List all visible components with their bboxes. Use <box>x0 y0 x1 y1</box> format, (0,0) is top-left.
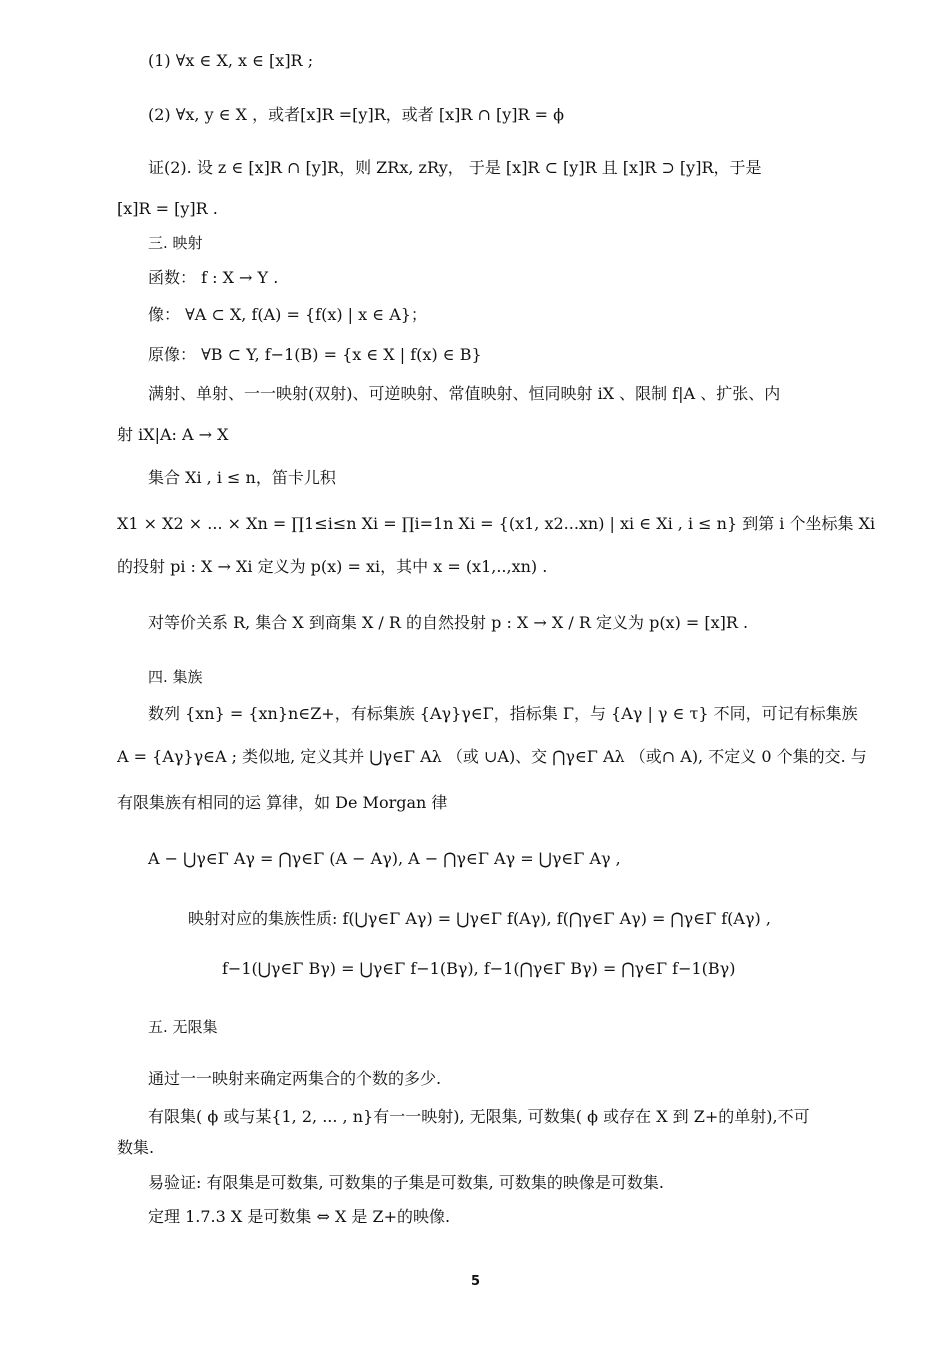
text-line-4: [x]R = [y]R . <box>117 199 218 218</box>
text-line-10: 射 iX|A: A → X <box>117 425 229 444</box>
formula-preimage-union: f−1(⋃γ∈Γ Bγ) = ⋃γ∈Γ f−1(Bγ), f−1(⋂γ∈Γ Bγ) = ⋂γ∈Γ f−1(Bγ) <box>222 959 736 978</box>
text-line-2: (2) ∀x, y ∈ X ，或者[x]R =[y]R，或者 [x]R ∩ [y]R = ϕ <box>148 105 565 124</box>
text-line-16: 数列 {xn} = {xn}n∈Z+，有标集族 {Aγ}γ∈Γ，指标集 Γ，与 {Aγ | γ ∈ τ} 不同，可记有标集族 <box>148 704 858 723</box>
theorem-line: 定理 1.7.3 X 是可数集 ⇔ X 是 Z+的映像. <box>148 1207 451 1226</box>
text-line-3: 证(2). 设 z ∈ [x]R ∩ [y]R，则 ZRx, zRy， 于是 [x]R ⊂ [y]R 且 [x]R ⊃ [y]R，于是 <box>148 158 762 177</box>
text-line-9: 满射、单射、一一映射(双射)、可逆映射、常值映射、恒同映射 iX 、限制 f|A 、扩张、内 <box>148 384 781 403</box>
text-line-14: 对等价关系 R, 集合 X 到商集 X / R 的自然投射 p : X → X / R 定义为 p(x) = [x]R . <box>148 613 749 632</box>
formula-de-morgan: A − ⋃γ∈Γ Aγ = ⋂γ∈Γ (A − Aγ), A − ⋂γ∈Γ Aγ = ⋃γ∈Γ Aγ , <box>148 849 621 868</box>
section-heading-3: 三. 映射 <box>148 234 203 252</box>
text-line-13: 的投射 pi : X → Xi 定义为 p(x) = xi，其中 x = (x1,..,xn) . <box>117 557 548 576</box>
text-line-12: X1 × X2 × ... × Xn = ∏1≤i≤n Xi = ∏i=1n Xi = {(x1, x2...xn) | xi ∈ Xi , i ≤ n} 到第 i 个坐标集 Xi <box>117 514 876 533</box>
text-line-25: 数集. <box>117 1138 155 1157</box>
section-heading-4: 四. 集族 <box>148 668 203 686</box>
text-line-26: 易验证: 有限集是可数集, 可数集的子集是可数集, 可数集的映像是可数集. <box>148 1173 664 1192</box>
text-line-6: 函数： f : X → Y . <box>148 268 279 287</box>
text-line-1: (1) ∀x ∈ X, x ∈ [x]R ; <box>148 51 314 70</box>
section-heading-5: 五. 无限集 <box>148 1018 218 1036</box>
text-line-8: 原像： ∀B ⊂ Y, f−1(B) = {x ∈ X | f(x) ∈ B} <box>148 345 482 364</box>
text-line-17: A = {Aγ}γ∈A ; 类似地, 定义其并 ⋃γ∈Γ Aλ （或 ∪A)、交 ⋂γ∈Γ Aλ （或∩ A), 不定义 0 个集的交. 与 <box>117 747 867 766</box>
formula-image-union: 映射对应的集族性质: f(⋃γ∈Γ Aγ) = ⋃γ∈Γ f(Aγ), f(⋂γ∈Γ Aγ) = ⋂γ∈Γ f(Aγ) , <box>188 909 771 928</box>
text-line-7: 像： ∀A ⊂ X, f(A) = {f(x) | x ∈ A}； <box>148 305 427 324</box>
text-line-24: 有限集( ϕ 或与某{1, 2, ... , n}有一一映射), 无限集, 可数集( ϕ 或存在 X 到 Z+的单射),不可 <box>148 1107 810 1126</box>
text-line-11: 集合 Xi , i ≤ n，笛卡儿积 <box>148 468 336 487</box>
text-line-23: 通过一一映射来确定两集合的个数的多少. <box>148 1069 442 1088</box>
text-line-18: 有限集族有相同的运 算律，如 De Morgan 律 <box>117 793 448 812</box>
page-number: 5 <box>470 1274 481 1289</box>
